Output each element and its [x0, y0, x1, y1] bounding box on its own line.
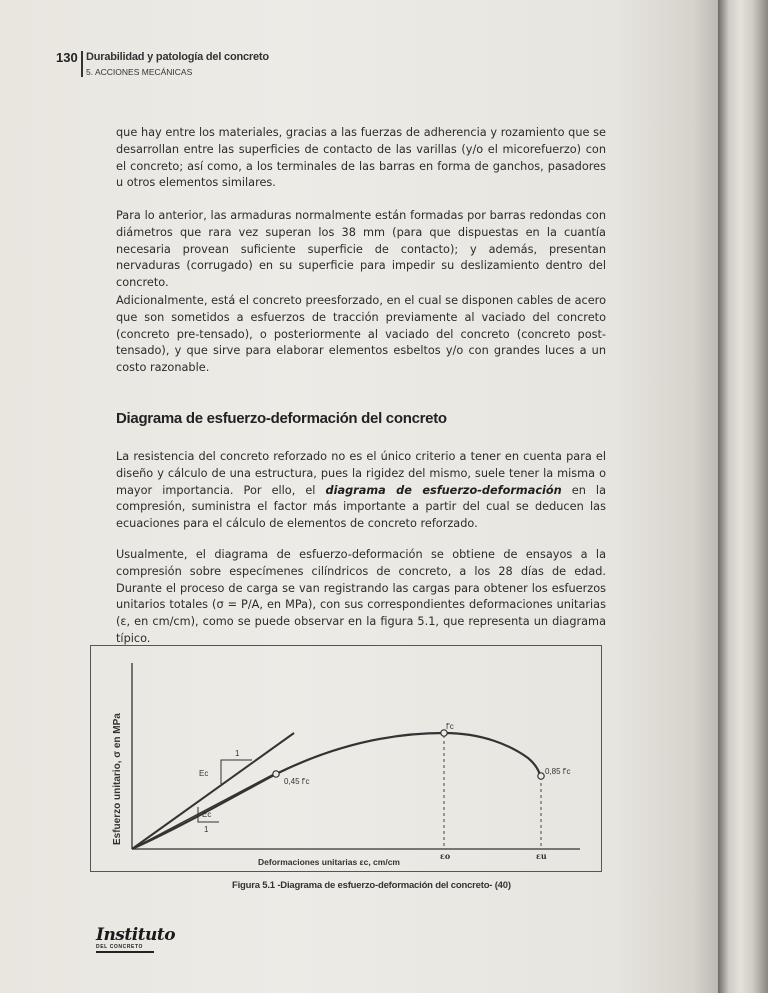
tangent-modulus-line	[132, 733, 294, 849]
paragraph-4-start: La resistencia del concreto reforzado no es el único criterio a tener en cuenta para el diseño y cálculo de una estructura, pues la rigidez del mismo, suele tener la misma o mayor importancia. Por ello, el	[116, 450, 606, 497]
book-title: Durabilidad y patología del concreto	[86, 51, 269, 63]
logo-subtitle: DEL CONCRETO	[96, 944, 144, 950]
logo-underline	[96, 951, 154, 953]
paragraph-5: Usualmente, el diagrama de esfuerzo-deformación se obtiene de ensayos a la compresión sobre especímenes cilíndricos de concreto, a los 28 días de edad. Durante el proceso de carga se van registrando las cargas para obtener los esfuerzos unitarios totales (σ = P/A, en MPa), con sus correspondientes deformaciones unitarias (ε, en cm/cm), como se puede observar en la figura 5.1, que representa un diagrama típico.	[116, 548, 606, 645]
stress-strain-curve	[132, 733, 540, 849]
point-085fc	[538, 773, 544, 779]
paragraph-1: que hay entre los materiales, gracias a las fuerzas de adherencia y rozamiento que se desarrollan entre las superficies de contacto de las varillas (y/o el micorefuerzo) con el concreto; así como, a los terminales de las barras en forma de ganchos, pasadores u otros elementos similares.	[116, 126, 606, 190]
upper-slope-triangle	[221, 760, 252, 784]
x-axis-label: Deformaciones unitarias εc, cm/cm	[258, 857, 400, 867]
publisher-logo	[96, 926, 175, 953]
emphasized-term: diagrama de esfuerzo-deformación	[325, 483, 562, 497]
paragraph-3: Adicionalmente, está el concreto preesforzado, en el cual se disponen cables de acero que son sometidos a esfuerzos de tracción previamente al vaciado del concreto (concreto pre-tensado), o posteriormente al vaciado del concreto (concreto post-tensado), y que sirve para elaborar elementos esbeltos y/o con grandes luces a un costo razonable.	[116, 294, 606, 375]
point-045fc	[273, 771, 279, 777]
label-one-lower: 1	[204, 825, 209, 834]
page-number: 130	[56, 50, 78, 65]
paragraph-4	[116, 449, 606, 533]
label-fc: f'c	[446, 722, 454, 731]
label-045fc: 0,45 f'c	[284, 777, 310, 786]
book-spine-edge	[718, 0, 768, 993]
paragraph-2: Para lo anterior, las armaduras normalmente están formadas por barras redondas con diámetros que rara vez superan los 38 mm (para que dispuestas en la cuantía necesaria provean suficiente superficie de contacto); y además, presentan nervaduras (corrugado) en su superficie para impedir su deslizamiento dentro del concreto.	[116, 209, 606, 290]
label-ec-lower: Ec	[202, 810, 212, 819]
label-eu: εu	[536, 851, 547, 861]
y-axis-label: Esfuerzo unitario, σ en MPa	[112, 713, 123, 845]
logo-name: Instituto	[96, 925, 176, 945]
chapter-title: 5. ACCIONES MECÁNICAS	[86, 67, 193, 77]
label-eo: εo	[440, 851, 451, 861]
label-one-upper: 1	[235, 749, 240, 758]
label-085fc: 0,85 f'c	[545, 767, 571, 776]
label-ec-upper: Ec	[199, 769, 209, 778]
header-divider	[81, 51, 83, 77]
section-heading: Diagrama de esfuerzo-deformación del concreto	[116, 410, 447, 427]
stress-strain-diagram	[90, 645, 602, 872]
paragraph-4-end: en la compresión, suministra el factor más importante a partir del cual se deducen las ecuaciones para el cálculo de elementos de concreto reforzado.	[116, 483, 606, 531]
figure-caption: Figura 5.1 -Diagrama de esfuerzo-deformación del concreto- (40)	[232, 880, 511, 891]
